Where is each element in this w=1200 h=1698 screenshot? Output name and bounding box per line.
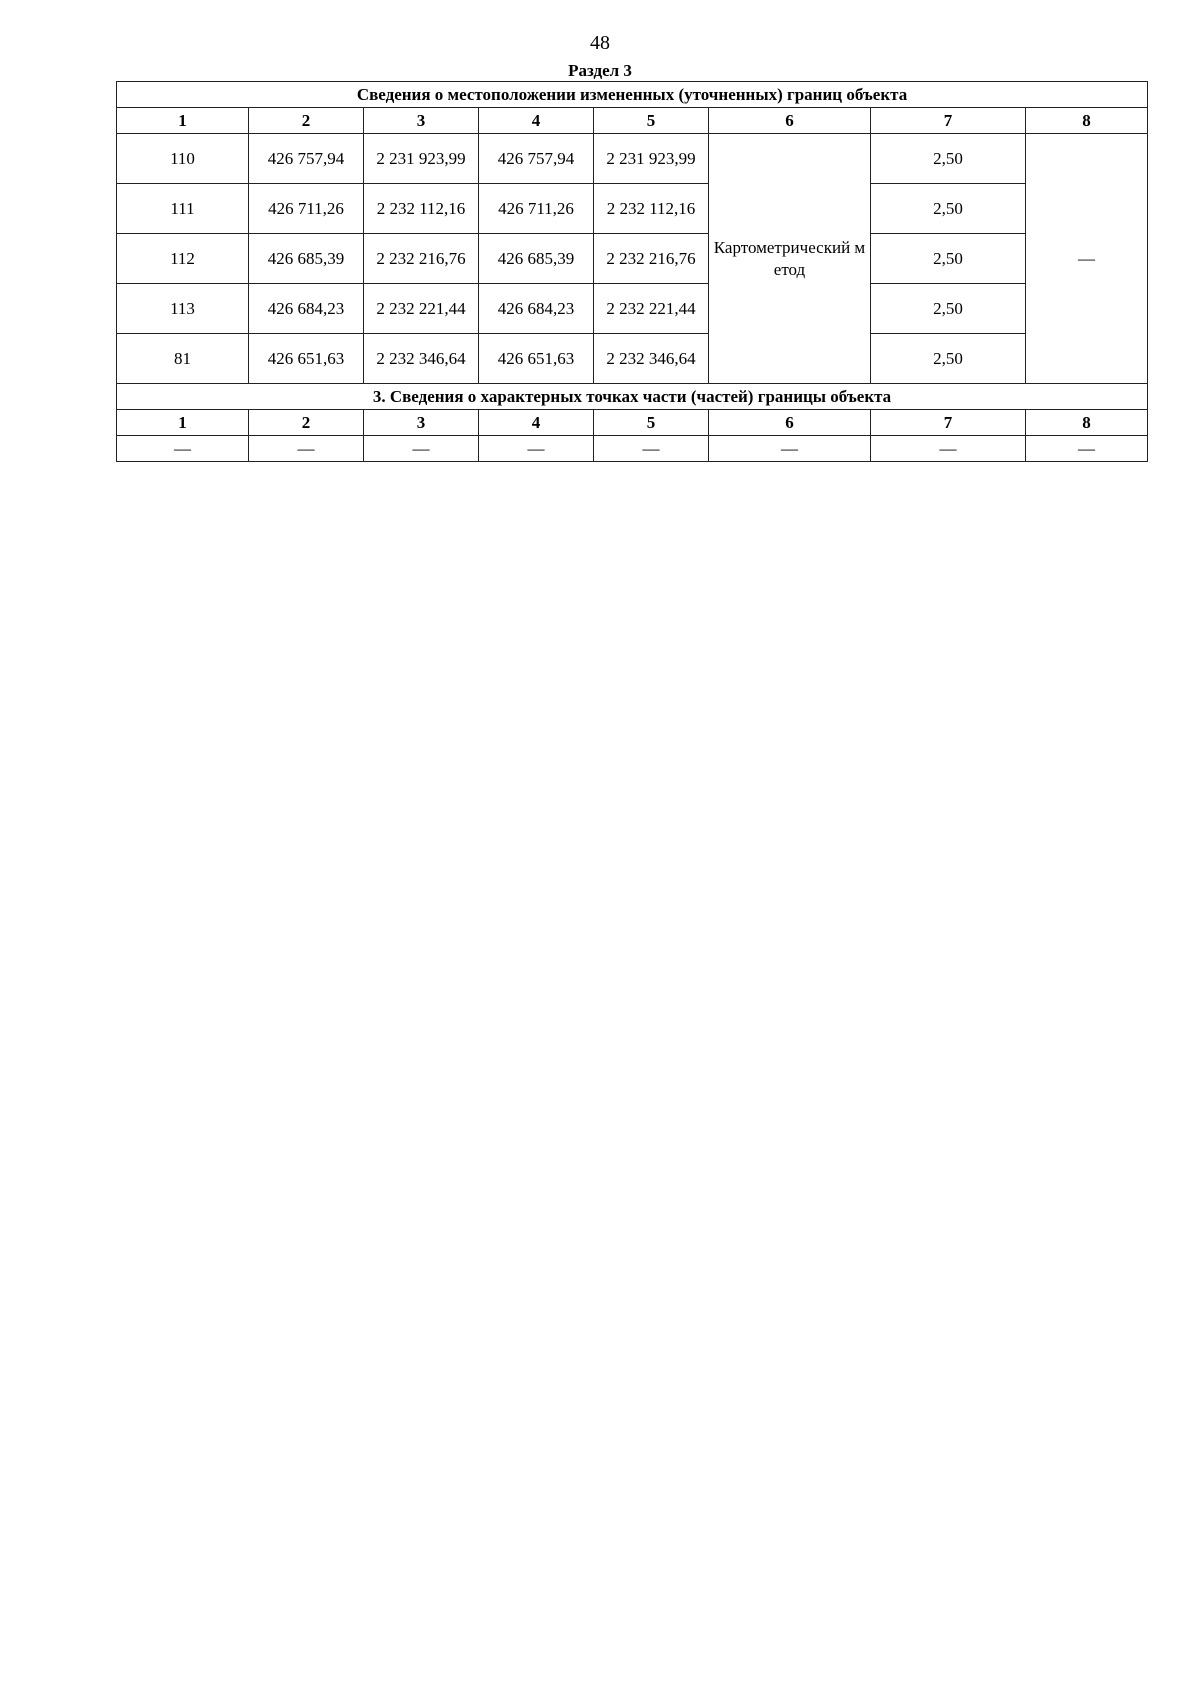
point-number: 111 <box>117 184 249 234</box>
x-new-cell: 426 711,26 <box>479 184 594 234</box>
empty-dash-cell: — <box>249 436 364 462</box>
section-title: Раздел 3 <box>568 61 632 80</box>
column-number-row <box>117 108 1148 134</box>
y-old-cell: 2 232 221,44 <box>364 284 479 334</box>
subsection-column-number-row <box>117 410 1148 436</box>
col8-cell: — <box>1026 134 1148 384</box>
x-old-cell: 426 685,39 <box>249 234 364 284</box>
column-number: 4 <box>479 410 594 436</box>
subsection-row <box>117 436 1148 462</box>
column-number: 8 <box>1026 410 1148 436</box>
column-number: 5 <box>594 108 709 134</box>
y-old-cell: 2 231 923,99 <box>364 134 479 184</box>
column-number: 1 <box>117 108 249 134</box>
accuracy-cell: 2,50 <box>871 234 1026 284</box>
empty-dash-cell: — <box>871 436 1026 462</box>
column-number: 4 <box>479 108 594 134</box>
page-number: 48 <box>590 32 610 54</box>
column-number: 2 <box>249 108 364 134</box>
empty-dash-cell: — <box>709 436 871 462</box>
column-number: 7 <box>871 108 1026 134</box>
accuracy-cell: 2,50 <box>871 334 1026 384</box>
x-old-cell: 426 651,63 <box>249 334 364 384</box>
subsection-caption-row <box>117 384 1148 410</box>
y-new-cell: 2 232 216,76 <box>594 234 709 284</box>
column-number: 3 <box>364 108 479 134</box>
boundary-table <box>116 81 1148 462</box>
column-number: 8 <box>1026 108 1148 134</box>
table-caption: Сведения о местоположении измененных (уточненных) границ объекта <box>117 82 1148 108</box>
subsection-caption: 3. Сведения о характерных точках части (частей) границы объекта <box>117 384 1148 410</box>
y-old-cell: 2 232 112,16 <box>364 184 479 234</box>
column-number: 6 <box>709 410 871 436</box>
table-row <box>117 284 1148 334</box>
y-new-cell: 2 232 221,44 <box>594 284 709 334</box>
point-number: 81 <box>117 334 249 384</box>
table-caption-row <box>117 82 1148 108</box>
y-new-cell: 2 232 112,16 <box>594 184 709 234</box>
empty-dash-cell: — <box>117 436 249 462</box>
column-number: 6 <box>709 108 871 134</box>
point-number: 113 <box>117 284 249 334</box>
method-cell: Картометрический метод <box>709 134 871 384</box>
y-old-cell: 2 232 216,76 <box>364 234 479 284</box>
empty-dash-cell: — <box>594 436 709 462</box>
column-number: 7 <box>871 410 1026 436</box>
x-old-cell: 426 684,23 <box>249 284 364 334</box>
x-new-cell: 426 684,23 <box>479 284 594 334</box>
x-new-cell: 426 651,63 <box>479 334 594 384</box>
x-old-cell: 426 757,94 <box>249 134 364 184</box>
x-old-cell: 426 711,26 <box>249 184 364 234</box>
table-row <box>117 234 1148 284</box>
point-number: 110 <box>117 134 249 184</box>
column-number: 5 <box>594 410 709 436</box>
y-old-cell: 2 232 346,64 <box>364 334 479 384</box>
y-new-cell: 2 231 923,99 <box>594 134 709 184</box>
y-new-cell: 2 232 346,64 <box>594 334 709 384</box>
empty-dash-cell: — <box>364 436 479 462</box>
table-row <box>117 184 1148 234</box>
table-row <box>117 334 1148 384</box>
accuracy-cell: 2,50 <box>871 184 1026 234</box>
empty-dash-cell: — <box>1026 436 1148 462</box>
accuracy-cell: 2,50 <box>871 134 1026 184</box>
column-number: 3 <box>364 410 479 436</box>
x-new-cell: 426 685,39 <box>479 234 594 284</box>
table-row <box>117 134 1148 184</box>
column-number: 2 <box>249 410 364 436</box>
column-number: 1 <box>117 410 249 436</box>
point-number: 112 <box>117 234 249 284</box>
empty-dash-cell: — <box>479 436 594 462</box>
x-new-cell: 426 757,94 <box>479 134 594 184</box>
accuracy-cell: 2,50 <box>871 284 1026 334</box>
